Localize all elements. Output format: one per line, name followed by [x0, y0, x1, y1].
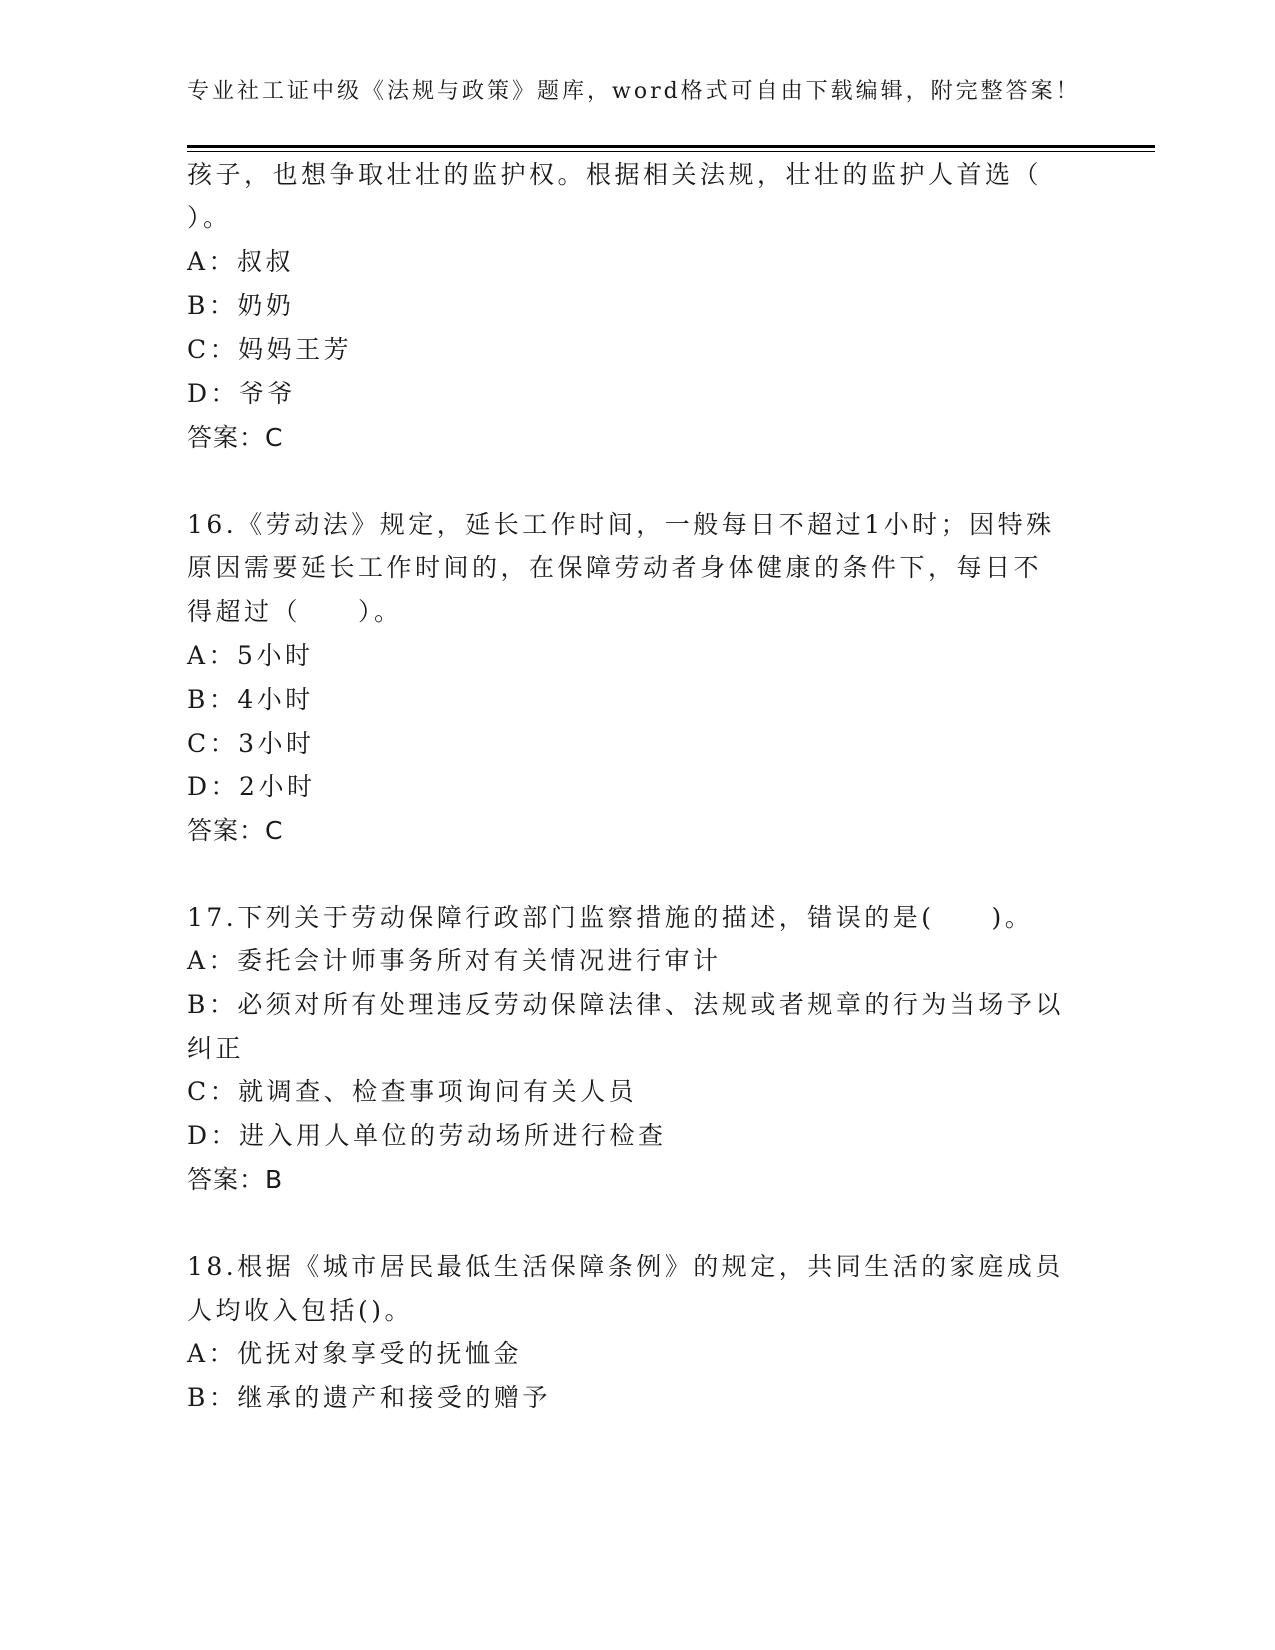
q17-option-a: A：委托会计师事务所对有关情况进行审计 — [187, 946, 722, 975]
q18-stem-line-1: 18.根据《城市居民最低生活保障条例》的规定，共同生活的家庭成员 — [187, 1252, 1064, 1281]
q15-stem-line-2: ）。 — [187, 203, 232, 232]
q16-answer: 答案：C — [187, 816, 284, 845]
q15-answer: 答案：C — [187, 423, 284, 452]
q15-option-c: C：妈妈王芳 — [187, 335, 353, 364]
q18-stem-line-2: 人均收入包括()。 — [187, 1296, 414, 1325]
q18-option-b: B：继承的遗产和接受的赠予 — [187, 1383, 551, 1412]
q17-option-b-continued: 纠正 — [187, 1034, 245, 1063]
q17-answer: 答案：B — [187, 1165, 284, 1194]
q15-option-d: D：爷爷 — [187, 379, 297, 408]
q17-option-b: B：必须对所有处理违反劳动保障法律、法规或者规章的行为当场予以 — [187, 990, 1064, 1019]
q16-stem-line-1: 16.《劳动法》规定，延长工作时间，一般每日不超过1小时；因特殊 — [187, 510, 1055, 539]
q17-option-d: D：进入用人单位的劳动场所进行检查 — [187, 1121, 667, 1150]
q16-option-d: D：2小时 — [187, 772, 316, 801]
q16-option-c: C：3小时 — [187, 729, 315, 758]
q15-stem-line-1: 孩子，也想争取壮壮的监护权。根据相关法规，壮壮的监护人首选（ — [187, 160, 1043, 189]
q16-option-a: A：5小时 — [187, 641, 314, 670]
page-header-title: 专业社工证中级《法规与政策》题库，word格式可自由下载编辑，附完整答案！ — [187, 79, 1081, 104]
q16-stem-line-2: 原因需要延长工作时间的，在保障劳动者身体健康的条件下，每日不 — [187, 553, 1043, 582]
header-rule-thick — [187, 145, 1155, 148]
q17-option-c: C：就调查、检查事项询问有关人员 — [187, 1077, 638, 1106]
q15-option-b: B：奶奶 — [187, 291, 295, 320]
q16-stem-line-3: 得超过（ ）。 — [187, 597, 403, 626]
q17-stem-line-1: 17.下列关于劳动保障行政部门监察措施的描述，错误的是( )。 — [187, 903, 1034, 932]
header-rule-thin — [187, 151, 1155, 152]
q15-option-a: A：叔叔 — [187, 247, 295, 276]
q16-option-b: B：4小时 — [187, 685, 314, 714]
q18-option-a: A：优抚对象享受的抚恤金 — [187, 1339, 523, 1368]
